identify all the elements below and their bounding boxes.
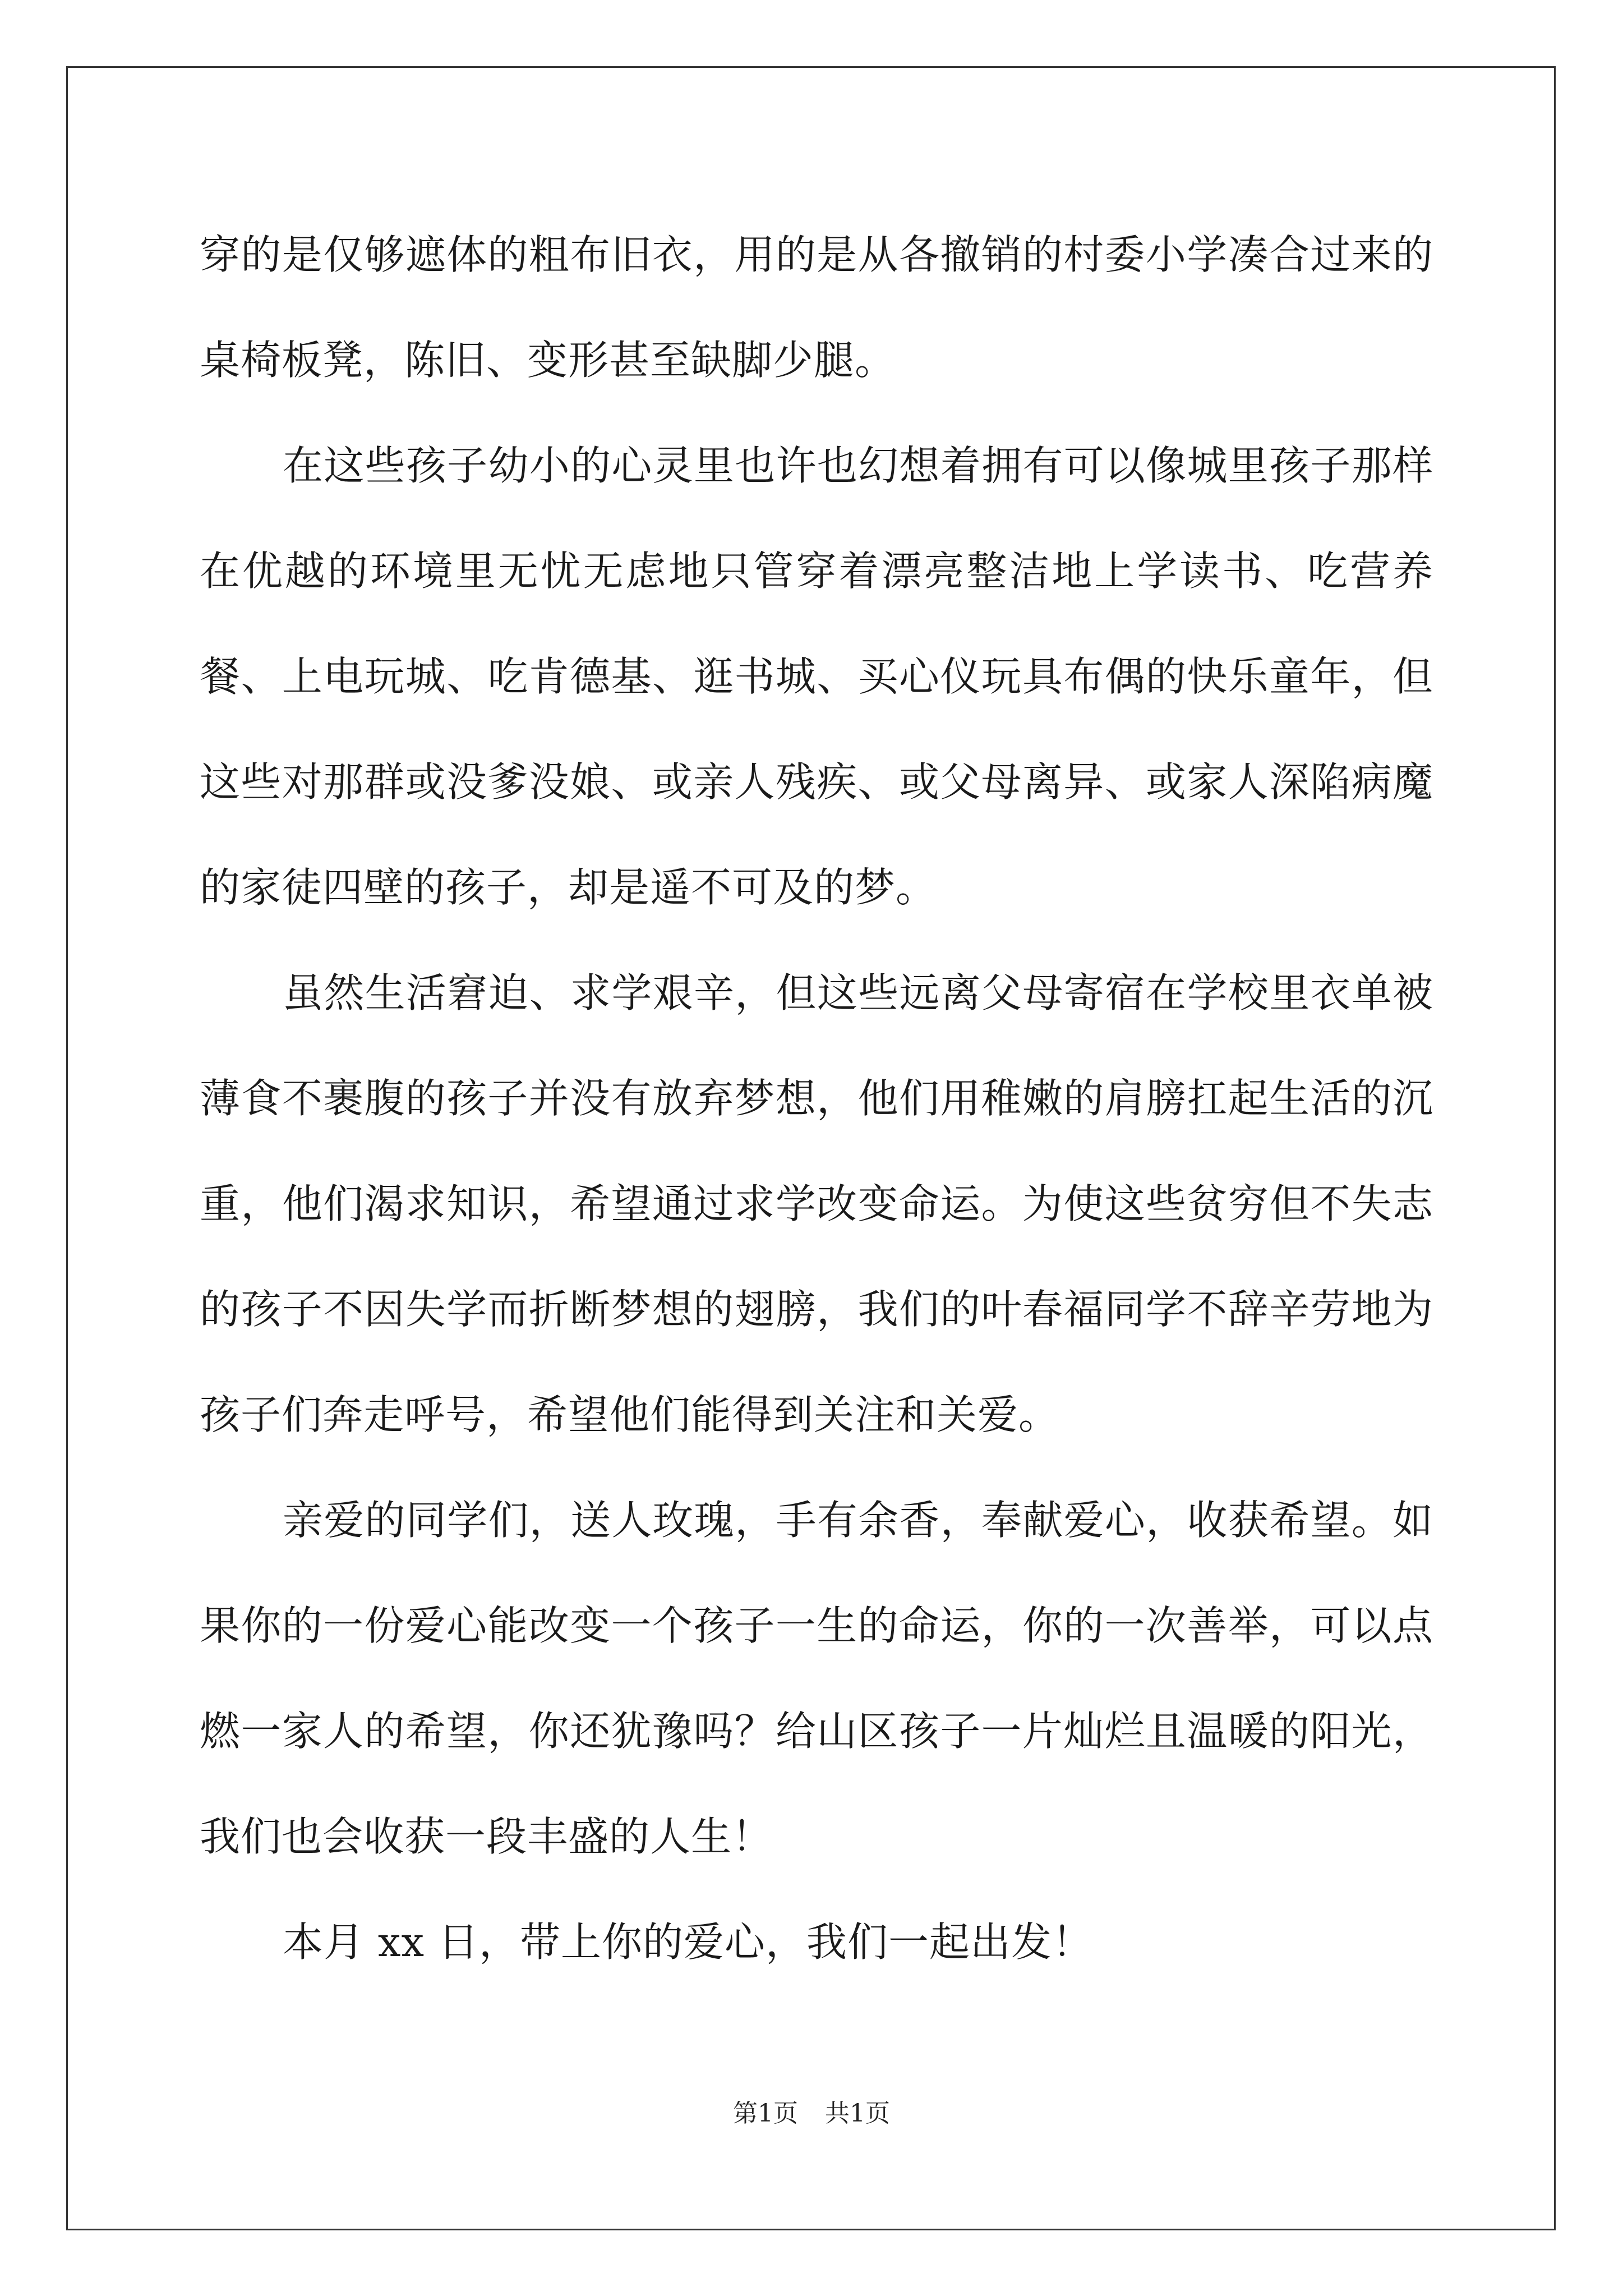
paragraph-hardship: 虽然生活窘迫、求学艰辛，但这些远离父母寄宿在学校里衣单被薄食不裹腹的孩子并没有放弃梦想，他们用稚嫩的肩膀扛起生活的沉重，他们渴求知识，希望通过求学改变命运。为使这些贫穷但不失志的孩子不因失学而折断梦想的翅膀，我们的叶春福同学不辞辛劳地为孩子们奔走呼号，希望他们能得到关注和关爱。 <box>200 969 1433 1438</box>
paragraph-call-to-action: 本月 xx 日，带上你的爱心，我们一起出发！ <box>283 1918 1093 1966</box>
page-footer <box>0 2097 1623 2131</box>
document-body <box>200 202 1433 1995</box>
page-total: 共1页 <box>825 2099 890 2128</box>
paragraph-children-dreams: 在这些孩子幼小的心灵里也许也幻想着拥有可以像城里孩子那样在优越的环境里无忧无虑地只管穿着漂亮整洁地上学读书、吃营养餐、上电玩城、吃肯德基、逛书城、买心仪玩具布偶的快乐童年，但这些对那群或没爹没娘、或亲人残疾、或父母离异、或家人深陷病魔的家徒四壁的孩子，却是遥不可及的梦。 <box>200 442 1433 911</box>
paragraph-continuation: 穿的是仅够遮体的粗布旧衣，用的是从各撤销的村委小学凑合过来的桌椅板凳，陈旧、变形甚至缺脚少腿。 <box>200 231 1433 384</box>
page-number: 第1页 <box>733 2099 798 2128</box>
paragraph-appeal: 亲爱的同学们，送人玫瑰，手有余香，奉献爱心，收获希望。如果你的一份爱心能改变一个孩子一生的命运，你的一次善举，可以点燃一家人的希望，你还犹豫吗？给山区孩子一片灿烂且温暖的阳光，我们也会收获一段丰盛的人生！ <box>200 1497 1433 1860</box>
